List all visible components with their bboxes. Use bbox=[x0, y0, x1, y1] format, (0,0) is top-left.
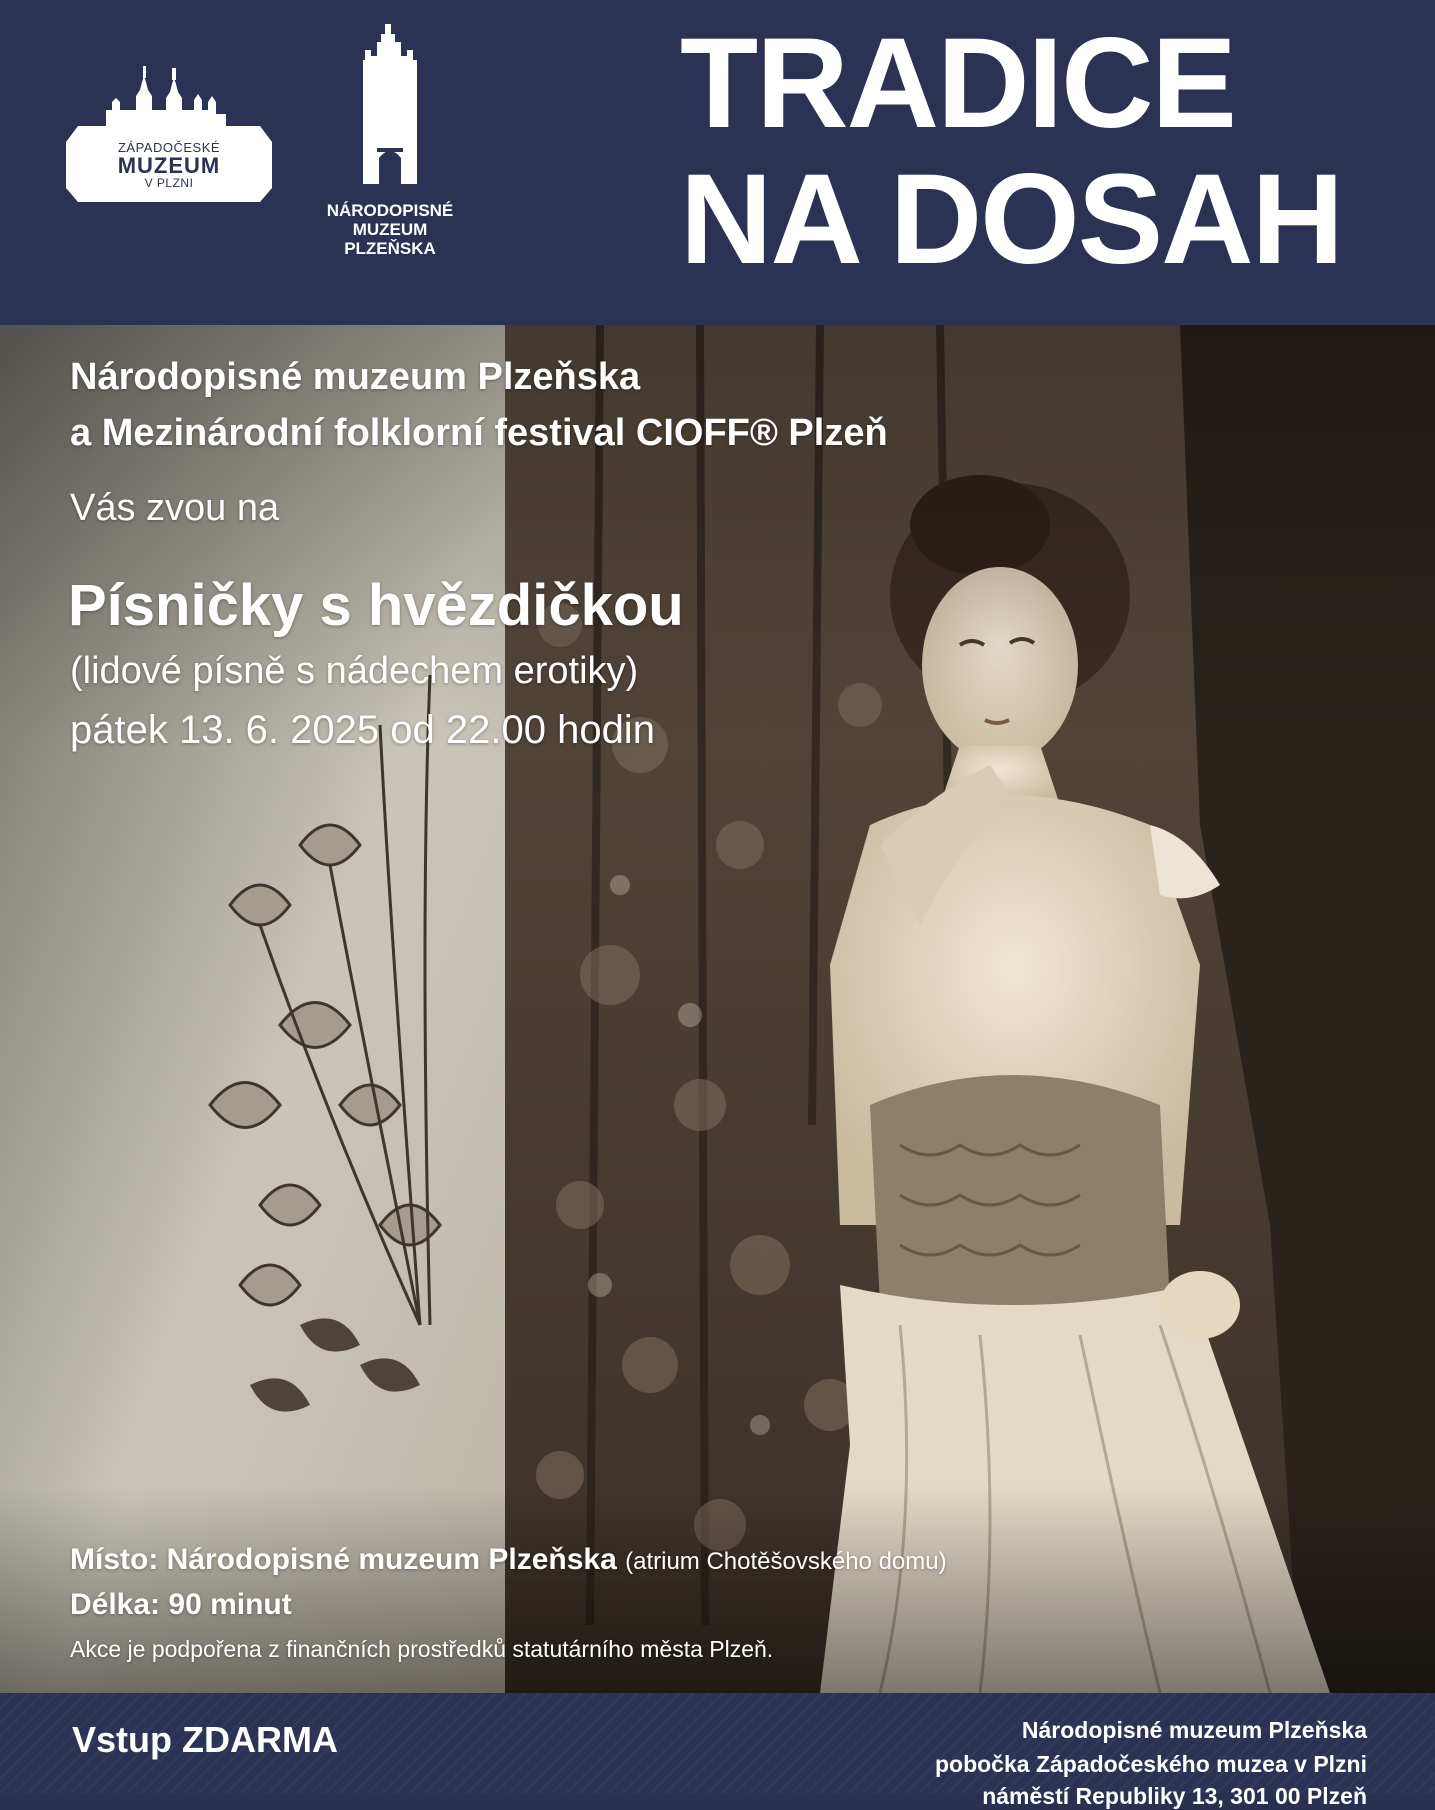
tower-icon bbox=[355, 20, 425, 190]
organizer-line1: Národopisné muzeum Plzeňska bbox=[70, 356, 641, 398]
logo2-line1: NÁRODOPISNÉ bbox=[326, 201, 454, 220]
poster-header bbox=[0, 0, 1435, 325]
place-note: (atrium Chotěšovského domu) bbox=[625, 1548, 947, 1575]
event-place bbox=[70, 1543, 947, 1577]
address-line3: náměstí Republiky 13, 301 00 Plzeň bbox=[982, 1783, 1367, 1809]
address-line2: pobočka Západočeského muzea v Plzni bbox=[934, 1751, 1367, 1777]
organizer-line2: a Mezinárodní folklorní festival CIOFF® Plzeň bbox=[70, 412, 888, 454]
entry-info: Vstup ZDARMA bbox=[72, 1719, 338, 1760]
headline-line2: NA DOSAH bbox=[680, 148, 1342, 291]
illustration-artwork bbox=[0, 325, 1435, 1693]
place-label: Místo: Národopisné muzeum Plzeňska bbox=[70, 1543, 617, 1576]
event-length: Délka: 90 minut bbox=[70, 1588, 292, 1621]
address-line1: Národopisné muzeum Plzeňska bbox=[1021, 1717, 1367, 1743]
event-subtitle: (lidové písně s nádechem erotiky) bbox=[70, 650, 639, 692]
narodopisne-muzeum-logo bbox=[310, 20, 470, 260]
event-title: Písničky s hvězdičkou bbox=[68, 573, 684, 638]
logo2-line2: MUZEUM bbox=[352, 220, 428, 239]
funding-note: Akce je podpořena z finančních prostředků statutárního města Plzeň. bbox=[70, 1636, 774, 1662]
logo1-line1: ZÁPADOČESKÉ bbox=[117, 140, 221, 155]
zapadoceske-muzeum-logo bbox=[66, 54, 272, 204]
poster-footer bbox=[0, 1693, 1435, 1809]
logo1-line2: MUZEUM bbox=[117, 153, 221, 178]
invite-text: Vás zvou na bbox=[70, 487, 280, 529]
logo2-line3: PLZEŇSKA bbox=[344, 239, 436, 258]
logo1-line3: V PLZNI bbox=[144, 176, 194, 190]
event-date: pátek 13. 6. 2025 od 22.00 hodin bbox=[70, 708, 655, 752]
sepia-illustration bbox=[0, 325, 1435, 1693]
headline-line1: TRADICE bbox=[680, 12, 1235, 155]
